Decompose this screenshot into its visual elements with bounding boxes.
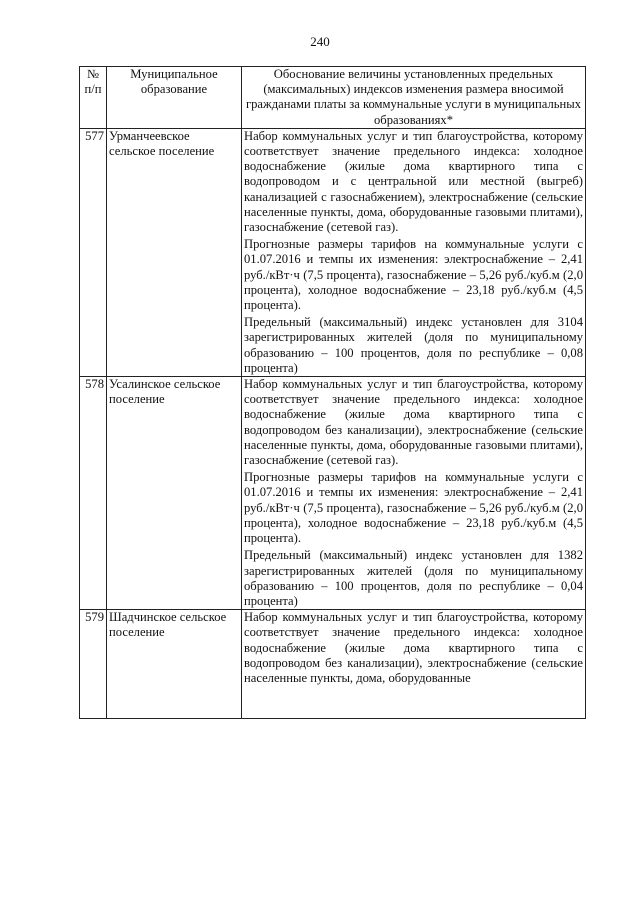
tariffs-paragraph: Прогнозные размеры тарифов на коммунальные услуги с 01.07.2016 и темпы их изменения: электроснабжение – 2,41 руб./кВт·ч (7,5 процента), газоснабжение – 5,26 руб./куб.м (2,0 процента), холодное водоснабжение – 23,18 руб./куб.м (4,5 процента).	[244, 470, 583, 546]
municipality-name: Шадчинское сельское поселение	[107, 610, 242, 719]
page-number: 240	[310, 34, 330, 49]
header-municipality: Муниципальное образование	[107, 67, 242, 129]
utilities-set-paragraph: Набор коммунальных услуг и тип благоустройства, которому соответствует значение предельного индекса: холодное водоснабжение (жилые дома квартирного типа с водопроводом без канализации), электроснабжение (сельские населенные пункты, дома, оборудованные	[244, 610, 583, 685]
justification-cell	[242, 128, 586, 376]
table-row	[80, 377, 586, 610]
row-number: 579	[80, 610, 107, 719]
municipality-name: Усалинское сельское поселение	[107, 377, 242, 610]
table-row	[80, 128, 586, 376]
tariffs-paragraph: Прогнозные размеры тарифов на коммунальные услуги с 01.07.2016 и темпы их изменения: электроснабжение – 2,41 руб./кВт·ч (7,5 процента), газоснабжение – 5,26 руб./куб.м (2,0 процента), холодное водоснабжение – 23,18 руб./куб.м (4,5 процента).	[244, 237, 583, 313]
header-number: № п/п	[80, 67, 107, 129]
utilities-set-paragraph: Набор коммунальных услуг и тип благоустройства, которому соответствует значение предельного индекса: холодное водоснабжение (жилые дома квартирного типа с водопроводом без канализации), электроснабжение (сельские населенные пункты, дома, оборудованные газовыми плитами), газоснабжение (сетевой газ).	[244, 377, 583, 468]
justification-cell	[242, 610, 586, 719]
index-paragraph: Предельный (максимальный) индекс установлен для 1382 зарегистрированных жителей (доля по муниципальному образованию – 100 процентов, доля по республике – 0,04 процента)	[244, 548, 583, 608]
justification-cell	[242, 377, 586, 610]
table-row	[80, 610, 586, 719]
row-number: 578	[80, 377, 107, 610]
index-paragraph: Предельный (максимальный) индекс установлен для 3104 зарегистрированных жителей (доля по муниципальному образованию – 100 процентов, доля по республике – 0,08 процента)	[244, 315, 583, 375]
tariff-index-table	[79, 66, 586, 719]
municipality-name: Урманчеевское сельское поселение	[107, 128, 242, 376]
header-justification: Обоснование величины установленных предельных (максимальных) индексов изменения размера вносимой гражданами платы за коммунальные услуги в муниципальных образованиях*	[242, 67, 586, 129]
table-header-row	[80, 67, 586, 129]
row-number: 577	[80, 128, 107, 376]
utilities-set-paragraph: Набор коммунальных услуг и тип благоустройства, которому соответствует значение предельного индекса: холодное водоснабжение (жилые дома квартирного типа с водопроводом и с центральной или местной (выгреб) канализацией с газоснабжением), электроснабжение (сельские населенные пункты, дома, оборудованные газовыми плитами), газоснабжение (сетевой газ).	[244, 128, 583, 235]
